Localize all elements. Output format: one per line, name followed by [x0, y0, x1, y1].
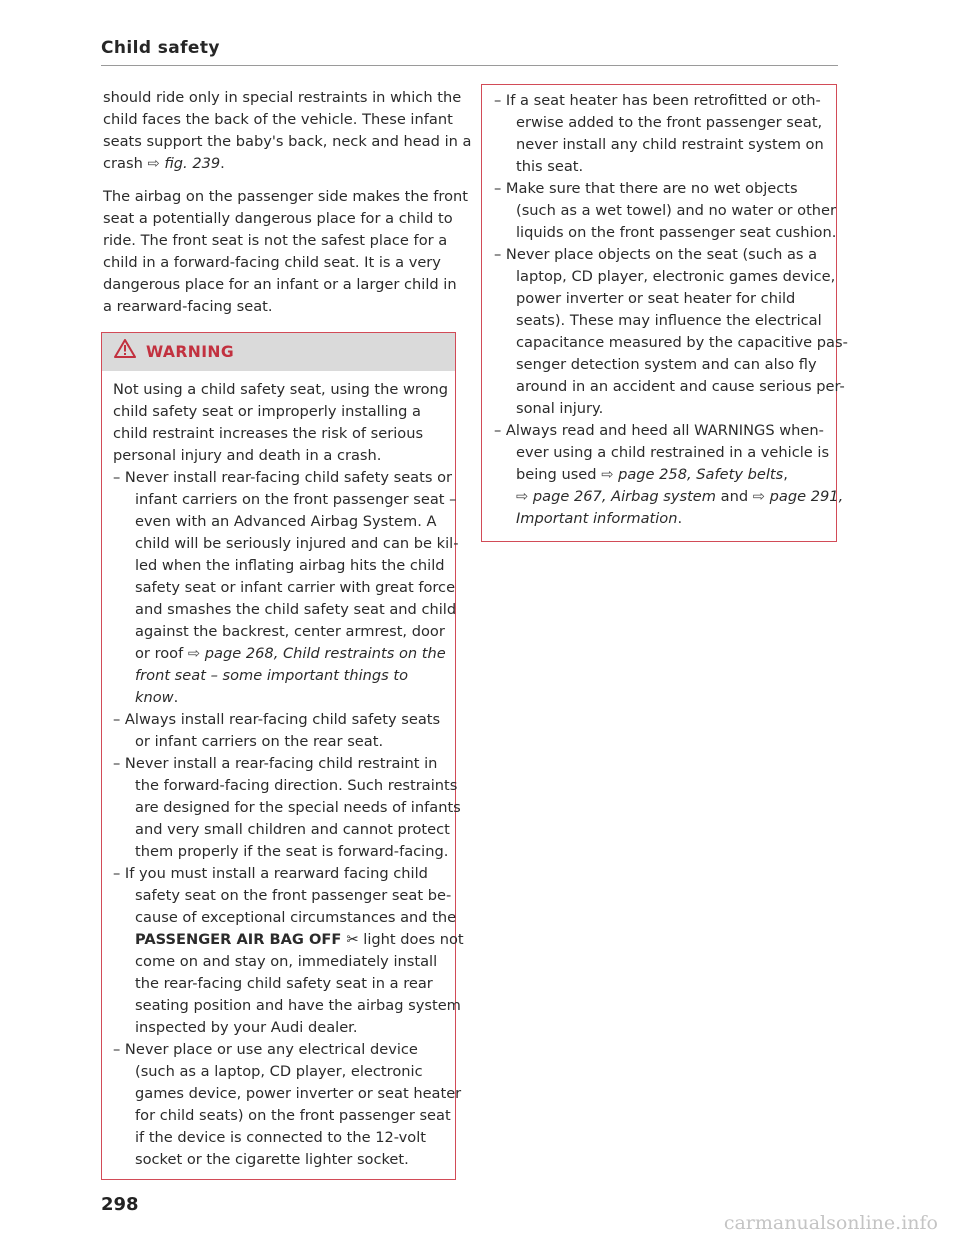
page-number: 298 — [101, 1194, 139, 1215]
text-line — [103, 274, 457, 296]
text: and — [716, 488, 753, 505]
text-line — [494, 464, 828, 486]
text: – Make sure that there are no wet objects — [494, 180, 798, 197]
text-line — [113, 401, 447, 423]
cross-reference[interactable]: page 291, — [769, 488, 844, 505]
text: – Never place or use any electrical device — [113, 1041, 418, 1058]
cross-reference[interactable]: Important information — [516, 510, 678, 527]
arrow-reference-icon: ⇨ — [187, 645, 205, 662]
text-line — [113, 907, 457, 929]
text: sonal injury. — [516, 400, 604, 417]
text-line — [103, 208, 453, 230]
right-column — [481, 87, 848, 542]
text: power inverter or seat heater for child — [516, 290, 796, 307]
text: dangerous place for an infant or a larger child in — [103, 276, 457, 293]
section-title: Child safety — [101, 38, 220, 58]
text: child restraint increases the risk of serious — [113, 425, 424, 442]
header-divider — [101, 65, 838, 66]
text: erwise added to the front passenger seat, — [516, 114, 823, 131]
text-line — [103, 186, 468, 208]
text-line — [113, 929, 464, 951]
text: – Always install rear-facing child safety seats — [113, 711, 441, 728]
cross-reference[interactable]: page 258, Safety belts — [618, 466, 784, 483]
text-line — [113, 467, 453, 489]
text: against the backrest, center armrest, door — [135, 623, 445, 640]
text: ever using a child restrained in a vehicle is — [516, 444, 830, 461]
text-line — [113, 775, 458, 797]
text: and very small children and cannot protect — [135, 821, 450, 838]
text: laptop, CD player, electronic games device, — [516, 268, 836, 285]
text-line — [103, 230, 453, 252]
text: should ride only in special restraints in which the — [103, 89, 462, 106]
text-line — [113, 1105, 451, 1127]
text-line — [494, 244, 828, 266]
text-line — [113, 555, 447, 577]
text-line — [113, 819, 450, 841]
arrow-reference-icon: ⇨ — [147, 155, 165, 172]
watermark: carmanualsonline.info — [723, 1212, 938, 1234]
text: crash — [103, 155, 148, 172]
bold-label: PASSENGER AIR BAG OFF — [135, 931, 342, 948]
text-line — [113, 511, 447, 533]
text-line — [494, 90, 828, 112]
text-line — [113, 995, 461, 1017]
arrow-reference-icon: ⇨ — [516, 488, 533, 505]
text: being used — [516, 466, 602, 483]
text: senger detection system and can also fly — [516, 356, 817, 373]
text-line — [494, 310, 828, 332]
text-line — [113, 621, 447, 643]
text: – If you must install a rearward facing child — [113, 865, 428, 882]
text: The airbag on the passenger side makes the front — [103, 188, 468, 205]
text: come on and stay on, immediately install — [135, 953, 438, 970]
text-line — [113, 1127, 447, 1149]
text-line — [113, 709, 447, 731]
text: if the device is connected to the 12-volt — [135, 1129, 427, 1146]
text: liquids on the front passenger seat cushion. — [516, 224, 837, 241]
text: (such as a wet towel) and no water or other — [516, 202, 837, 219]
text-line — [113, 445, 447, 467]
text: seats support the baby's back, neck and head in a — [103, 133, 472, 150]
cross-reference[interactable]: page 268, Child restraints on the — [204, 645, 446, 662]
text-line — [103, 252, 453, 274]
text-line — [113, 533, 459, 555]
text: led when the inflating airbag hits the child — [135, 557, 445, 574]
text-line — [113, 489, 457, 511]
warning-title: WARNING — [146, 343, 235, 361]
text-line — [113, 1039, 447, 1061]
text-line — [113, 665, 447, 687]
text: around in an accident and cause serious per- — [516, 378, 845, 395]
text: socket or the cigarette lighter socket. — [135, 1151, 409, 1168]
text: a rearward-facing seat. — [103, 298, 273, 315]
text-line — [113, 1149, 447, 1171]
text-line — [113, 973, 447, 995]
intro-text — [103, 87, 472, 318]
text-line — [103, 109, 453, 131]
text: games device, power inverter or seat heater — [135, 1085, 462, 1102]
text-line — [494, 178, 828, 200]
airbag-off-icon: ✂ — [341, 931, 359, 948]
text-line — [494, 376, 845, 398]
continued-warning-box — [481, 84, 848, 542]
text-line — [113, 687, 447, 709]
text: (such as a laptop, CD player, electronic — [135, 1063, 423, 1080]
text: light does not — [358, 931, 464, 948]
text: ride. The front seat is not the safest place for a — [103, 232, 448, 249]
text-line — [113, 841, 447, 863]
text-line — [103, 153, 453, 175]
text: – Never install a rear-facing child restraint in — [113, 755, 438, 772]
text-line — [494, 266, 836, 288]
text: for child seats) on the front passenger seat — [135, 1107, 451, 1124]
text-line — [113, 599, 457, 621]
text: – Never install rear-facing child safety seats or — [113, 469, 453, 486]
text-line — [494, 156, 828, 178]
text: or roof — [135, 645, 188, 662]
text-line — [494, 486, 844, 508]
text: safety seat on the front passenger seat be- — [135, 887, 452, 904]
text: child safety seat or improperly installing a — [113, 403, 421, 420]
text: even with an Advanced Airbag System. A — [135, 513, 437, 530]
text: seat a potentially dangerous place for a child to — [103, 210, 453, 227]
paragraph-gap — [103, 175, 453, 186]
text-line — [103, 131, 472, 153]
text: the rear-facing child safety seat in a rear — [135, 975, 433, 992]
text: are designed for the special needs of infants — [135, 799, 461, 816]
text-line — [113, 951, 447, 973]
text: personal injury and death in a crash. — [113, 447, 382, 464]
text-line — [113, 423, 447, 445]
cross-reference[interactable]: fig. 239 — [164, 155, 221, 172]
text: inspected by your Audi dealer. — [135, 1019, 358, 1036]
text: capacitance measured by the capacitive pas- — [516, 334, 848, 351]
text-line — [113, 577, 456, 599]
text-line — [494, 332, 848, 354]
text: seats). These may influence the electrical — [516, 312, 822, 329]
text-line — [113, 1017, 447, 1039]
text-line — [113, 1083, 462, 1105]
text: child will be seriously injured and can be kil- — [135, 535, 459, 552]
text: , — [783, 466, 788, 483]
text: . — [677, 510, 683, 527]
cross-reference[interactable]: front seat – some important things to — [135, 667, 409, 684]
left-column — [103, 87, 472, 1180]
text: the forward-facing direction. Such restraints — [135, 777, 458, 794]
text-line — [494, 398, 828, 420]
text: Not using a child safety seat, using the wrong — [113, 381, 449, 398]
text: child in a forward-facing child seat. It is a very — [103, 254, 441, 271]
arrow-reference-icon: ⇨ — [752, 488, 770, 505]
text: and smashes the child safety seat and child — [135, 601, 457, 618]
warning-header — [102, 333, 455, 371]
text-line — [113, 863, 447, 885]
warning-body — [102, 371, 464, 1179]
text-line — [113, 1061, 447, 1083]
text-line — [494, 354, 828, 376]
text: infant carriers on the front passenger seat – — [135, 491, 457, 508]
arrow-reference-icon: ⇨ — [601, 466, 619, 483]
text-line — [494, 288, 828, 310]
text: child faces the back of the vehicle. These infant — [103, 111, 453, 128]
text: seating position and have the airbag system — [135, 997, 461, 1014]
text: them properly if the seat is forward-facing. — [135, 843, 449, 860]
cross-reference[interactable]: page 267, Airbag system — [532, 488, 717, 505]
text-line — [494, 420, 828, 442]
text-line — [494, 112, 828, 134]
text-line — [113, 643, 447, 665]
text-line — [103, 296, 453, 318]
text: – Never place objects on the seat (such as a — [494, 246, 818, 263]
text-line — [103, 87, 462, 109]
text-line — [113, 885, 452, 907]
text: – If a seat heater has been retrofitted or oth- — [494, 92, 821, 109]
text: cause of exceptional circumstances and the — [135, 909, 457, 926]
text: – Always read and heed all WARNINGS when- — [494, 422, 824, 439]
text-line — [494, 442, 828, 464]
text-line — [494, 134, 828, 156]
text: . — [220, 155, 225, 172]
text: . — [173, 689, 179, 706]
text-line — [494, 508, 828, 530]
text-line — [113, 731, 447, 753]
text-line — [494, 222, 837, 244]
text-line — [113, 753, 447, 775]
text: or infant carriers on the rear seat. — [135, 733, 384, 750]
warning-box — [101, 332, 464, 1180]
text-line — [113, 379, 447, 401]
text-line — [113, 797, 461, 819]
warning-triangle-icon — [114, 339, 136, 365]
cross-reference[interactable]: know — [135, 689, 174, 706]
text: safety seat or infant carrier with great force — [135, 579, 456, 596]
text: never install any child restraint system on — [516, 136, 824, 153]
text: this seat. — [516, 158, 584, 175]
text-line — [494, 200, 837, 222]
